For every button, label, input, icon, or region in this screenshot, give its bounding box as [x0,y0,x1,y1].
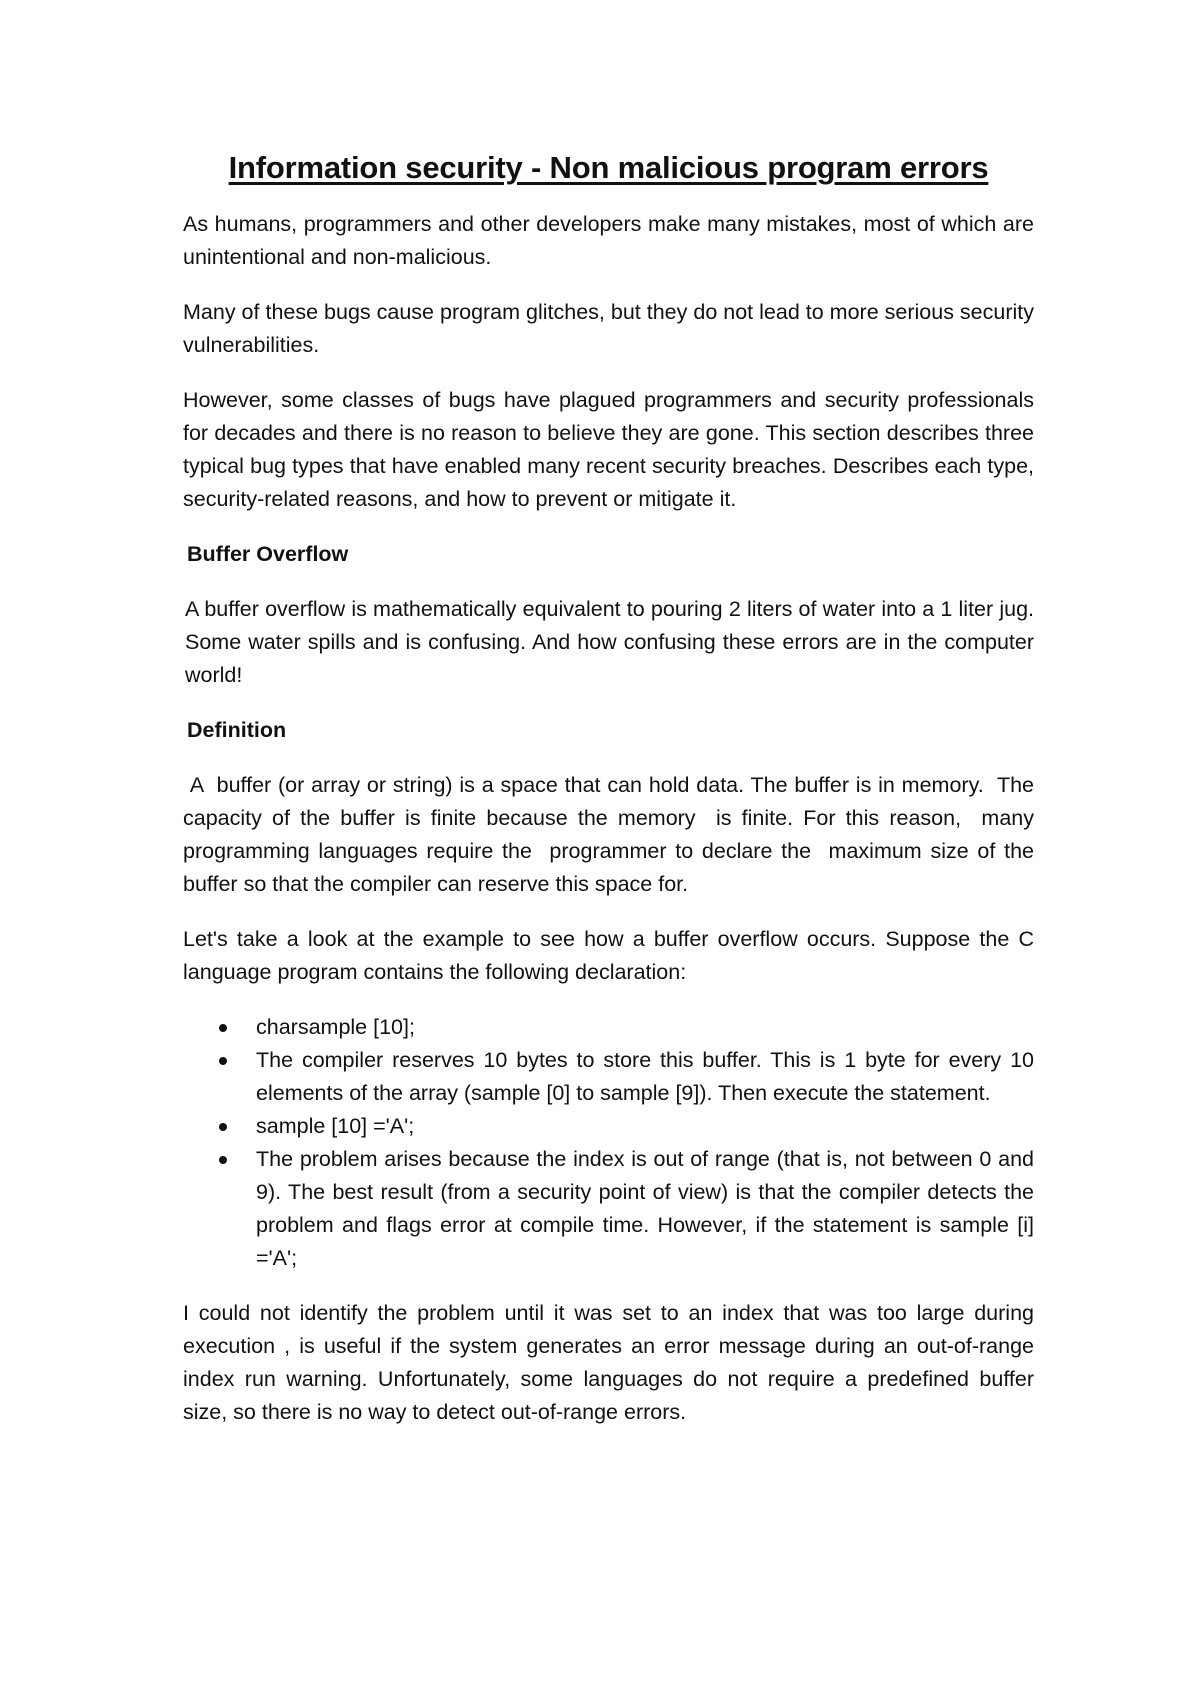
document-body [183,148,1040,1451]
example-intro-paragraph: Let's take a look at the example to see how a buffer overflow occurs. Suppose the C language program contains the following declaration: [183,927,1034,984]
list-item-text: charsample [10]; [256,1015,415,1039]
bullet-icon [219,1123,227,1131]
list-item-text: The problem arises because the index is out of range (that is, not between 0 and 9). The best result (from a security point of view) is that the compiler detects the problem and flags error at compile time. However, if the statement is sample [i] ='A'; [256,1147,1034,1270]
list-item [183,1110,1034,1143]
list-item-text: The compiler reserves 10 bytes to store this buffer. This is 1 byte for every 10 elements of the array (sample [0] to sample [9]). Then execute the statement. [256,1048,1034,1105]
intro-paragraph-2: Many of these bugs cause program glitches, but they do not lead to more serious security vulnerabilities. [183,300,1034,357]
list-item [183,1143,1034,1275]
list-item [183,1044,1034,1110]
bullet-icon [219,1156,227,1164]
bullet-icon [219,1057,227,1065]
buffer-overflow-paragraph: A buffer overflow is mathematically equivalent to pouring 2 liters of water into a 1 liter jug. Some water spills and is confusing. And how confusing these errors are in the computer world! [185,597,1034,687]
section-heading-buffer-overflow: Buffer Overflow [187,542,349,566]
bullet-list [183,1011,1034,1275]
definition-paragraph: A buffer (or array or string) is a space that can hold data. The buffer is in memory. The capacity of the buffer is finite because the memory is finite. For this reason, many programming languages require the programmer to declare the maximum size of the buffer so that the compiler can reserve this space for. [183,773,1040,896]
intro-paragraph-1: As humans, programmers and other developers make many mistakes, most of which are unintentional and non-malicious. [183,212,1034,269]
document-title: Information security - Non malicious program errors [228,150,989,185]
section-heading-definition: Definition [187,718,287,742]
intro-paragraph-3: However, some classes of bugs have plagued programmers and security professionals for decades and there is no reason to believe they are gone. This section describes three typical bug types that have enabled many recent security breaches. Describes each type, security-related reasons, and how to prevent or mitigate it. [183,388,1034,511]
list-item [183,1011,1034,1044]
closing-paragraph: I could not identify the problem until it was set to an index that was too large during execution , is useful if the system generates an error message during an out-of-range index run warning. Unfortunately, some languages do not require a predefined buffer size, so there is no way to detect out-of-range errors. [183,1301,1034,1424]
list-item-text: sample [10] ='A'; [256,1114,415,1138]
bullet-icon [219,1024,227,1032]
